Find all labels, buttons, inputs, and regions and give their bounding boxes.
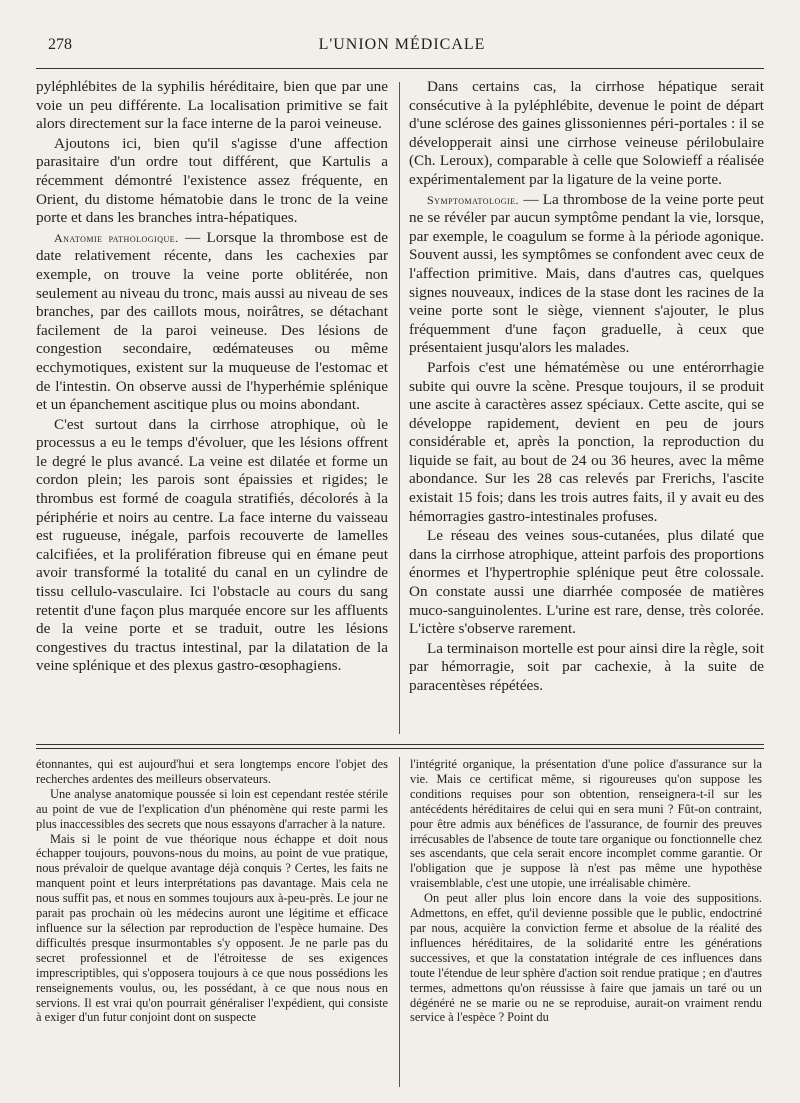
paragraph-symptomatologie [409,191,764,358]
feuilleton-separator [36,744,764,749]
paragraph-body: — La thrombose de la veine porte peut ne se révéler par aucun symptôme pendant la vie, lorsque, par exemple, le coagulum se forme à la période agonique. Souvent aussi, les symptômes se confondent avec ceux de l'affection primitive. Mais, dans d'autres cas, quelques signes nouveaux, indices de la stase dont les racines de la veine porte sont le siège, viennent s'ajouter, le plus fréquemment d'une façon graduelle, à ceux que présentaient jusqu'alors les malades. [409,190,764,357]
paragraph: C'est surtout dans la cirrhose atrophique, où le processus a eu le temps d'évoluer, que les lésions offrent le degré le plus avancé. La veine est dilatée et forme un cordon plein; les parois sont épaissies et rigides; le thrombus est formé de coagula stratifiés, décolorés à la périphérie et noirs au centre. La face interne du vaisseau est rugueuse, inégale, parfois recouverte de lamelles calcifiées, et la prolifération fibreuse qui en émane peut avoir transformé la totalité du canal en un cylindre de tissu cellulo-vasculaire. Ici l'obstacle au cours du sang retentit d'une façon plus marquée encore sur les affluents de la veine porte et se traduit, outre les lésions congestives du tractus intestinal, par la dilatation de la veine splénique et des plexus gastro-œsophagiens. [36,415,388,675]
column-separator [399,757,400,1087]
paragraph: Une analyse anatomique poussée si loin est cependant restée stérile au point de vue de l'explication d'un phénomène qui reste parmi les plus inaccessibles des secrets que nous essayons d'arracher à la nature. [36,786,388,831]
page-number: 278 [48,36,72,53]
column-separator [399,82,400,734]
article-column-left [36,78,388,677]
section-heading-anatomie: Anatomie pathologique. [54,230,179,245]
paragraph: Ajoutons ici, bien qu'il s'agisse d'une affection parasitaire d'un ordre tout différent, que Kartulis a récemment démontré l'existence assez fréquente, en Orient, du distome hématobie dans le tronc de la veine porte et dans les branches intra-hépatiques. [36,134,388,227]
paragraph: Mais si le point de vue théorique nous échappe et doit nous échapper toujours, pouvons-nous du moins, au point de vue pratique, nous prévaloir de quelque avantage déjà conquis ? Certes, les faits ne manquent point et leurs interprétations pas davantage. Mais cela ne nous suffit pas, et nous en sommes toujours aux à-peu-près. Le jour ne parait pas prochain où les médecins auront une légitime et efficace influence sur la sélection par reproduction de l'espèce humaine. Des difficultés presque insurmontables s'y opposent. Je ne parle pas du secret professionnel et de l'étroitesse de ses exigences imprescriptibles, qui s'opposera toujours à ce que nous possédions les renseignements voulus, ou, les possédant, à ce que nous nous en servions. Il est vrai qu'on pourrait généraliser l'expédient, qui consiste à exiger d'un futur conjoint dont on suspecte [36,831,388,1025]
paragraph: étonnantes, qui est aujourd'hui et sera longtemps encore l'objet des recherches ardentes des meilleurs observateurs. [36,757,388,786]
paragraph-anatomie [36,229,388,415]
paragraph: pyléphlébites de la syphilis héréditaire, bien que par une voie un peu différente. La localisation primitive se fait alors directement sur la face interne de la paroi veineuse. [36,78,388,133]
section-heading-symptomatologie: Symptomatologie. [427,192,520,207]
paragraph: l'intégrité organique, la présentation d'une police d'assurance sur la vie. Mais ce certificat même, si rigoureuses qu'on suppose les conditions requises pour son obtention, renseignera-t-il sur les antécédents héréditaires de celui qui en sera muni ? Fût-on contraint, pour être admis aux bénéfices de l'assurance, de fournir des preuves irrécusables de l'absence de toute tare organique ou fonctionnelle chez ses ascendants, que cela serait encore incomplet comme garantie. Or l'obligation que je suppose là n'est pas même une hypothèse vraisemblable, c'est une utopie, une irréalisable chimère. [410,757,762,891]
paragraph: Parfois c'est une hématémèse ou une entérorrhagie subite qui ouvre la scène. Presque toujours, il se produit une ascite à caractères assez spéciaux. Cette ascite, qui se développe rapidement, devient en peu de jours considérable et, après la ponction, la reproduction du liquide se fait, au bout de 24 ou 36 heures, avec la même abondance. Sur les 28 cas relevés par Frerichs, l'ascite existait 15 fois; dans les trois autres faits, il y avait eu des hémorragies gastro-intestinales profuses. [409,358,764,525]
running-title: L'UNION MÉDICALE [318,36,486,53]
paragraph-body: — Lorsque la thrombose est de date relativement récente, dans les cachexies par exemple, on trouve la veine porte oblitérée, non seulement au niveau du tronc, mais aussi au niveau de ses branches, par des caillots mous, noirâtres, se détachant facilement de la paroi veineuse. Des lésions de congestion secondaire, œdémateuses ou même ecchymotiques, existent sur la muqueuse de l'estomac et de l'intestin. On observe aussi de l'hyperhémie splénique et un épanchement ascitique plus ou moins abondant. [36,228,388,414]
paragraph: Dans certains cas, la cirrhose hépatique serait consécutive à la pyléphlébite, devenue le point de départ d'une sclérose des gaines glissoniennes péri-portales : il se développerait ainsi une cirrhose veineuse périlobulaire (Ch. Leroux), comparable à celle que Solowieff a réalisée expérimentalement par la ligature de la veine porte. [409,78,764,188]
paragraph: On peut aller plus loin encore dans la voie des suppositions. Admettons, en effet, qu'il devienne possible que le public, endoctriné par nous, acquière la conviction ferme et absolue de la réalité des influences héréditaires, de la solidarité entre les générations successives, et que la constatation intégrale de ces influences dans toute l'étendue de leur sphère d'action soit rendue pratique ; en d'autres termes, admettons qu'on réussisse à faire que jamais un taré ou un dégénéré ne se marie ou ne se reproduise, aurait-on vraiment rendu service à l'espèce ? Point du [410,891,762,1025]
header-rule [36,68,764,69]
feuilleton-column-left [36,757,388,1025]
paragraph: La terminaison mortelle est pour ainsi dire la règle, soit par hémorragie, soit par cachexie, à la suite de paracentèses répétées. [409,639,764,694]
feuilleton-column-right [410,757,762,1025]
page-header [42,36,762,60]
article-column-right [409,78,764,697]
paragraph: Le réseau des veines sous-cutanées, plus dilaté que dans la cirrhose atrophique, atteint parfois des proportions énormes et l'hypertrophie splénique peut être colossale. On constate aussi une diarrhée composée de matières muco-sanguinolentes. L'urine est rare, dense, très colorée. L'ictère s'observe rarement. [409,527,764,638]
